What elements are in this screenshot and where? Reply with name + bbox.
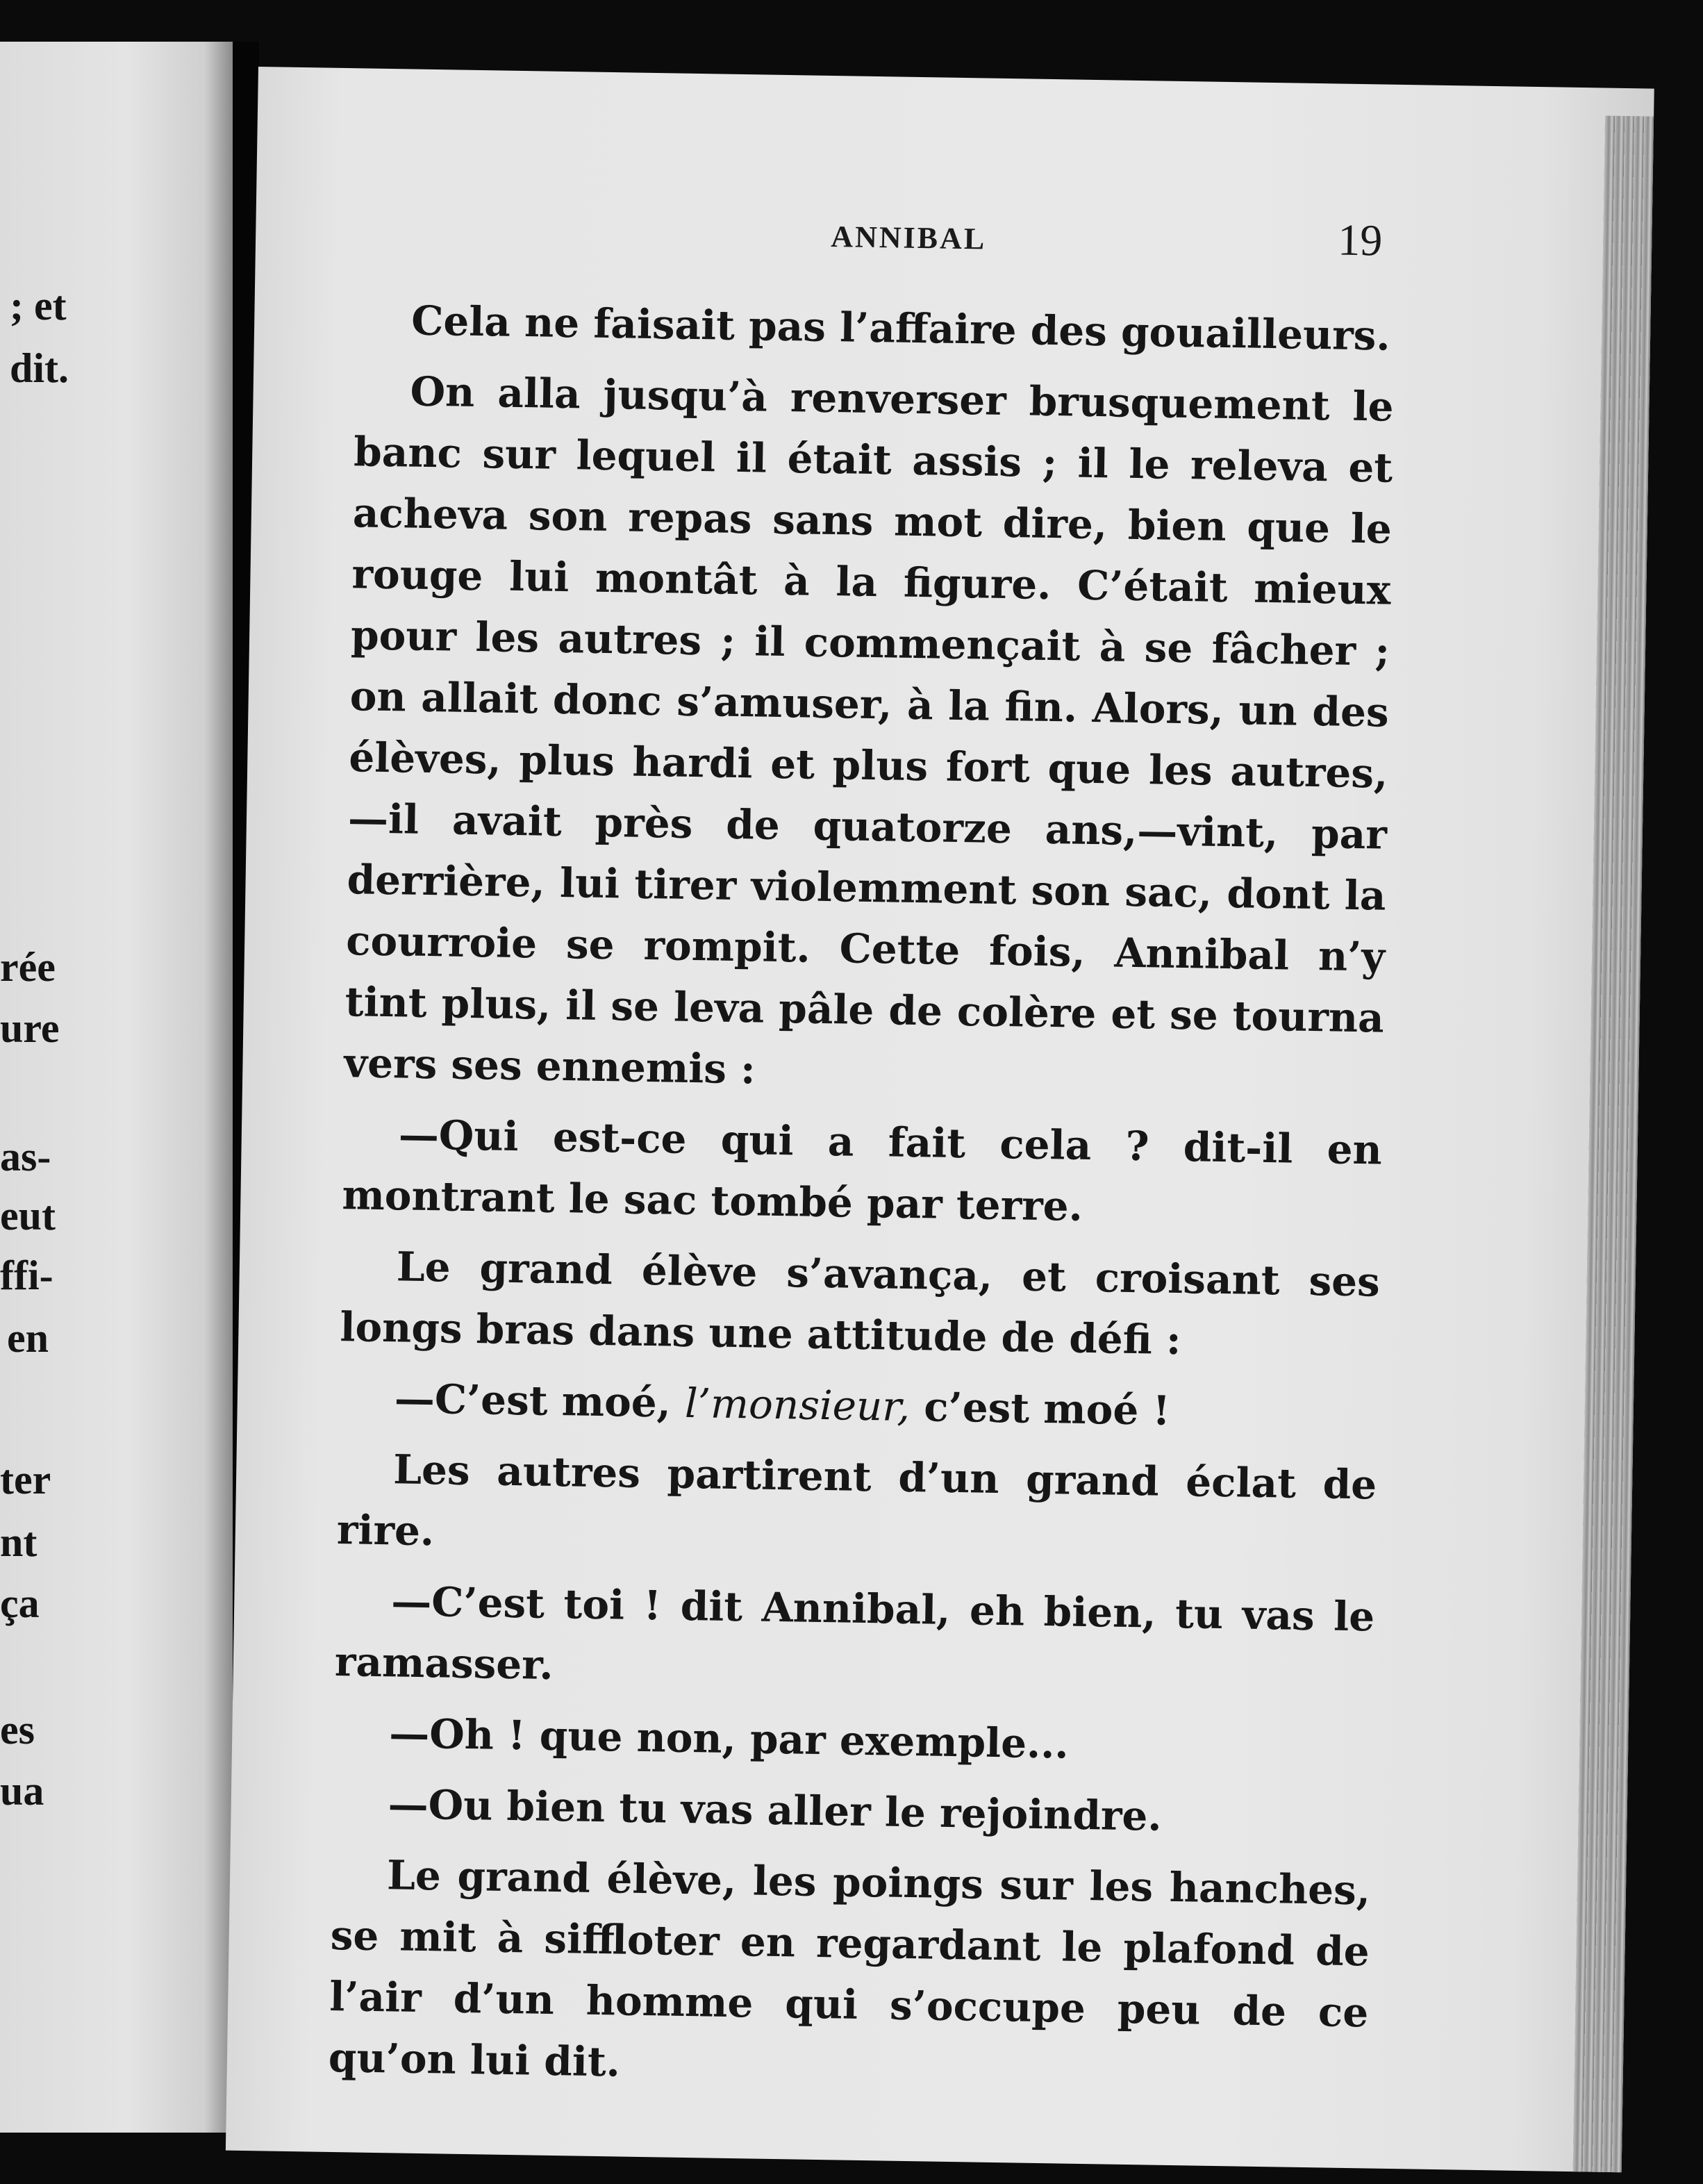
paragraph: On alla jusqu’à renverser brusquement le banc sur lequel il était assis ; il le releva et acheva son repas sans mot dire, bien que le rouge lui montât à la figure. C’était mieux pour les autres ; il commençait à se fâcher ; on allait donc s’amuser, à la fin. Alors, un des élèves, plus hardi et plus fort que les autres,—il avait près de quatorze ans,—vint, par derrière, lui tirer violemment son sac, dont la courroie se rompit. Cette fois, Annibal n’y tint plus, il se leva pâle de colère et se tourna vers ses ennemis : — [343, 367, 1395, 1093]
left-fragment: rée — [0, 944, 56, 990]
left-fragment: ua — [0, 1768, 44, 1814]
left-fragment: ; et — [10, 283, 67, 329]
left-fragment: as- — [0, 1134, 51, 1180]
body-text — [328, 289, 1395, 2114]
paragraph: Le grand élève s’avança, et croisant ses longs bras dans une attitude de défi : — [339, 1243, 1381, 1364]
dialogue-text: c’est moé ! — [923, 1383, 1171, 1434]
paragraph: —Qui est-ce qui a fait cela ? dit-il en montrant le sac tombé par terre. — [341, 1111, 1383, 1230]
right-page — [226, 67, 1654, 2172]
left-fragment: ure — [0, 1005, 60, 1051]
left-facing-page — [0, 42, 233, 2133]
left-fragment: nt — [0, 1519, 38, 1565]
paragraph: —C’est toi ! dit Annibal, eh bien, tu vas le ramasser. — [334, 1578, 1375, 1689]
left-fragment: es — [0, 1707, 35, 1753]
left-fragment: ffi- — [0, 1252, 53, 1298]
left-fragment: ça — [0, 1580, 40, 1626]
running-head: ANNIBAL — [830, 219, 987, 256]
left-fragment: dit. — [10, 345, 69, 391]
paragraph — [338, 1367, 1378, 1444]
paragraph: Les autres partirent d’un grand éclat de rire. — [336, 1446, 1377, 1555]
page-number: 19 — [1337, 215, 1383, 265]
italic-text: l’monsieur, — [684, 1379, 911, 1430]
left-fragment: ter — [0, 1457, 51, 1503]
left-fragment: eut — [0, 1193, 56, 1239]
left-fragment: en — [7, 1315, 49, 1361]
page-edge-stack — [1573, 115, 1654, 2172]
paragraph: Le grand élève, les poings sur les hanches, se mit à siffloter en regardant le plafond de l’air d’un homme qui s’occupe peu de ce qu’on lui dit. — [328, 1851, 1371, 2086]
paragraph: Cela ne faisait pas l’affaire des gouailleurs. — [410, 297, 1391, 360]
paragraph: —Oh ! que non, par exemple... — [388, 1710, 1070, 1768]
dialogue-text: —C’est moé, — [394, 1375, 672, 1427]
paragraph: —Ou bien tu vas aller le rejoindre. — [388, 1780, 1163, 1840]
